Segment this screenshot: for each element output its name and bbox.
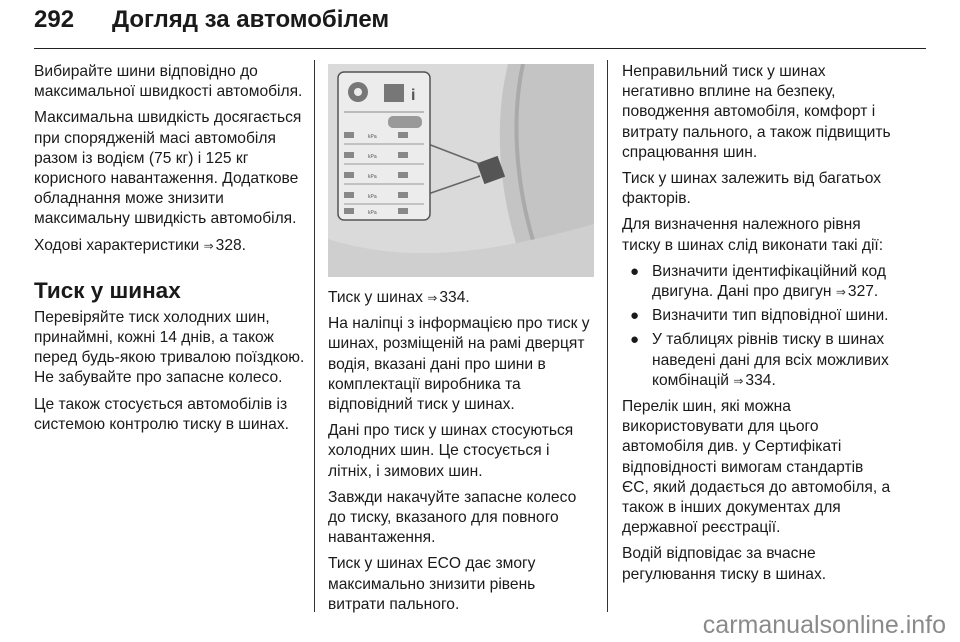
door-frame-label-photo xyxy=(328,64,594,277)
svg-text:kPa: kPa xyxy=(368,210,377,216)
page-header xyxy=(34,2,926,49)
watermark: carmanualsonline.info xyxy=(702,611,946,639)
reference-page[interactable]: 334. xyxy=(745,371,776,389)
paragraph: На наліпці з інформацією про тиск у шинах, розміщеній на рамі дверцят водія, вказані дані про шини в комплектації виробника та відповідний тиск у шинах. xyxy=(328,315,590,414)
column-divider xyxy=(607,60,608,612)
reference-page: 328. xyxy=(215,236,247,254)
bullet-icon: ● xyxy=(630,331,640,349)
tire-pressure-label-illustration xyxy=(328,64,594,277)
bullet-icon: ● xyxy=(630,262,640,280)
list-item xyxy=(622,306,892,326)
steps-list xyxy=(622,262,892,391)
svg-text:kPa: kPa xyxy=(368,174,377,180)
column-divider xyxy=(314,60,315,612)
paragraph: Перелік шин, які можна використовувати для цього автомобіля див. у Сертифікаті відповідності вимогам стандартів ЄС, який додається до автомобіля, а також в інших документах для державної реєстрації. xyxy=(622,398,891,537)
paragraph: Максимальна швидкість досягається при спорядженій масі автомобіля разом із водієм (75 кг) і 125 кг корисного навантаження. Додаткове обладнання може знизити максимальну швидкість автомобіля. xyxy=(34,109,302,228)
page-number: 292 xyxy=(34,6,75,33)
paragraph: Водій відповідає за вчасне регулювання тиску в шинах. xyxy=(622,545,827,583)
column-1 xyxy=(34,62,306,441)
page-arrow-icon: ⇒ xyxy=(427,291,438,305)
list-item xyxy=(622,262,892,302)
paragraph: Дані про тиск у шинах стосуються холодних шин. Це стосується і літніх, і зимових шин. xyxy=(328,422,574,480)
paragraph: Завжди накачуйте запасне колесо до тиску, вказаного для повного навантаження. xyxy=(328,488,577,547)
list-item-text: Визначити ідентифікаційний код двигуна. Дані про двигун xyxy=(652,262,886,301)
paragraph: Тиск у шинах залежить від багатьох факторів. xyxy=(622,170,882,208)
reference-text: Тиск у шинах xyxy=(328,289,423,306)
paragraph: Тиск у шинах ECO дає змогу максимально знизити рівень витрати пального. xyxy=(328,555,536,613)
svg-text:kPa: kPa xyxy=(368,134,377,140)
paragraph: Для визначення належного рівня тиску в шинах слід виконати такі дії: xyxy=(622,216,884,254)
svg-text:kPa: kPa xyxy=(368,194,377,200)
car-icon xyxy=(388,116,422,128)
chapter-title: Догляд за автомобілем xyxy=(112,6,390,33)
list-item-text: У таблицях рівнів тиску в шинах наведені дані для всіх можливих комбінацій xyxy=(652,331,889,389)
list-item-text: Визначити тип відповідної шини. xyxy=(652,307,889,325)
svg-text:kPa: kPa xyxy=(368,154,377,160)
paragraph: Перевіряйте тиск холодних шин, принаймні, кожні 14 днів, а також перед будь-якою тривалою поїздкою. Не забувайте про запасне колесо. xyxy=(34,308,305,387)
page-arrow-icon: ⇒ xyxy=(733,373,744,388)
bullet-icon: ● xyxy=(630,307,640,325)
cross-reference[interactable] xyxy=(328,288,596,308)
section-heading: Тиск у шинах xyxy=(34,277,181,303)
column-2 xyxy=(328,288,596,621)
cross-reference[interactable] xyxy=(34,236,306,256)
page-arrow-icon: ⇒ xyxy=(203,238,214,253)
page-arrow-icon: ⇒ xyxy=(835,285,846,300)
paragraph: Вибирайте шини відповідно до максимальної швидкості автомобіля. xyxy=(34,63,303,101)
reference-page[interactable]: 327. xyxy=(847,283,879,301)
reference-text: Ходові характеристики xyxy=(34,236,200,254)
reference-page: 334. xyxy=(439,289,470,306)
svg-text:i: i xyxy=(411,87,416,104)
list-item xyxy=(622,330,892,391)
paragraph: Неправильний тиск у шинах негативно вплине на безпеку, поводження автомобіля, комфорт і витрату пального, а також підвищить спрацювання шин. xyxy=(622,63,891,161)
column-3 xyxy=(622,62,892,591)
manual-icon xyxy=(384,84,404,102)
paragraph: Це також стосується автомобілів із системою контролю тиску в шинах. xyxy=(34,395,289,433)
